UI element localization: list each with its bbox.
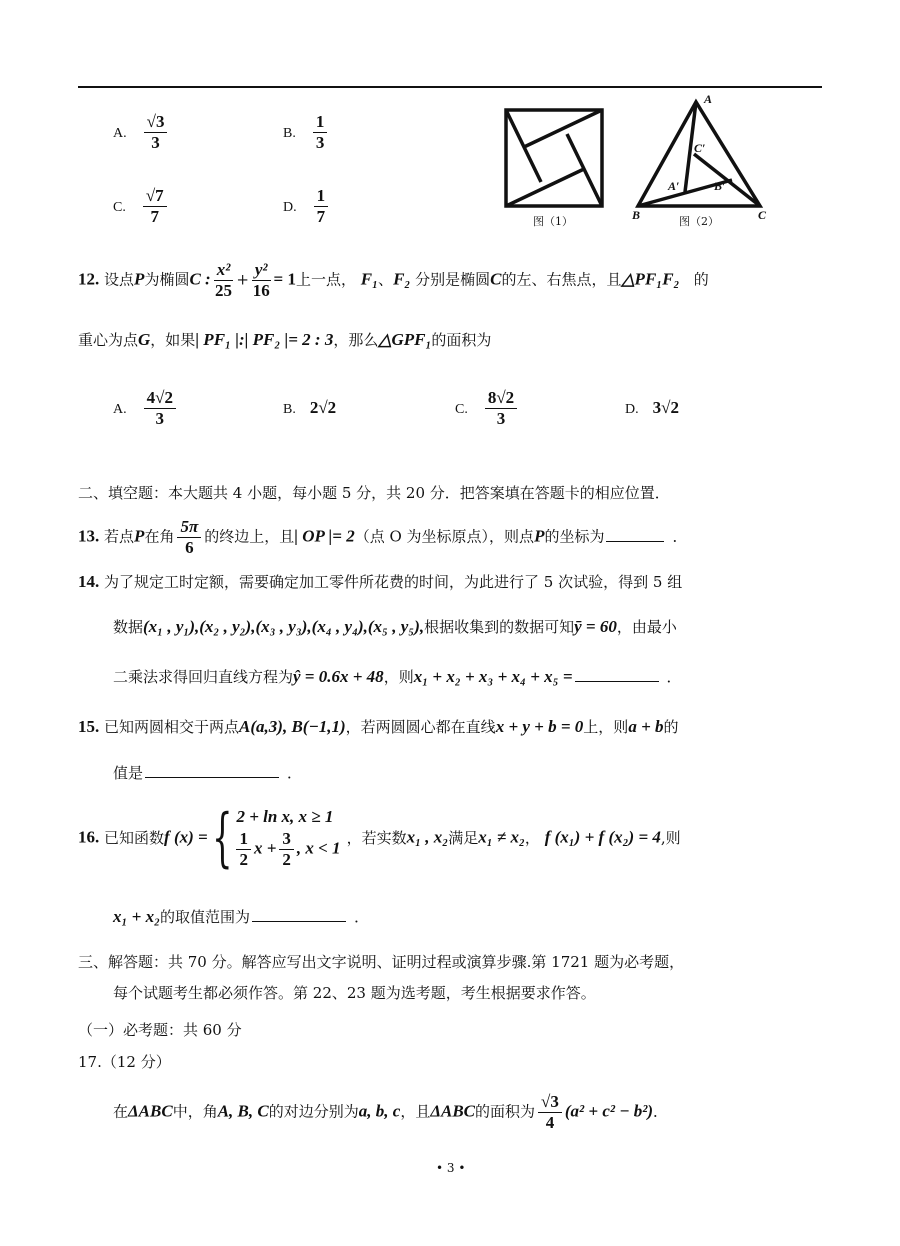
question-14-line-3: 二乘法求得回归直线方程为ŷ = 0.6x + 48，则x₁ + x₂ + x₃ + x₄ + x₅ = ． — [113, 667, 682, 686]
label-b-prime: B′ — [714, 179, 726, 193]
figure-1-square — [500, 104, 610, 214]
q11-option-d: D. $\frac{1}{7}$ — [283, 186, 331, 227]
question-13: 13. 若点P在角 $\frac{5\pi}{6}$ 的终边上，且| OP |= 2（点 O 为坐标原点），则点P的坐标为 ． — [78, 517, 688, 557]
q12-option-d: D. 3√2 — [625, 398, 679, 417]
label-b: B — [632, 208, 641, 222]
figure-2-triangle — [628, 92, 778, 222]
label-a-prime: A′ — [668, 179, 680, 193]
answer-blank-13[interactable] — [606, 527, 664, 542]
question-12-line-1: 12. 设点P为椭圆C : $\frac{\text{x²}}{25}$ + $\frac{\text{y²}}{16}$ = 1上一点， F₁、F₂ 分别是椭圆C的左、右焦点，且△PF₁F₂ 的 — [78, 260, 709, 300]
question-14-line-1: 14. 为了规定工时定额，需要确定加工零件所花费的时间，为此进行了 5 次试验，得到 5 组 — [78, 572, 683, 591]
question-17-heading: 17.（12 分） — [78, 1053, 171, 1071]
section-3-heading-line-2: 每个试题考生都必须作答。第 22、23 题为选考题，考生根据要求作答。 — [113, 984, 596, 1002]
question-14-line-2: 数据(x₁ , y₁),(x₂ , y₂),(x₃ , y₃),(x₄ , y₄),(x₅ , y₅),根据收集到的数据可知ȳ = 60，由最小 — [113, 617, 677, 636]
question-16-line-2: x₁ + x₂的取值范围为 ． — [113, 907, 370, 926]
question-15-line-2: 值是 ． — [113, 764, 303, 782]
question-17-text: 在ΔABC中，角A, B, C的对边分别为a, b, c，且ΔABC的面积为 $\frac{√3}{4}$ (a² + c² − b²)． — [113, 1092, 669, 1132]
page-number: • 3 • — [436, 1161, 466, 1175]
q12-option-c: C. $\frac{8√2}{3}$ — [455, 388, 520, 429]
figure-1-caption: 图（1） — [533, 215, 573, 228]
q11-option-c: C. $\frac{√7}{7}$ — [113, 186, 170, 227]
section-3-heading-line-1: 三、解答题：共 70 分。解答应写出文字说明、证明过程或演算步骤.第 1721 题为必考题， — [78, 953, 685, 971]
header-rule — [78, 86, 822, 88]
question-12-line-2: 重心为点G，如果| PF₁ |:| PF₂ |= 2 : 3，那么△GPF₁的面积为 — [78, 330, 492, 349]
required-questions-heading: （一）必考题：共 60 分 — [78, 1021, 242, 1039]
q12-option-b: B. 2√2 — [283, 398, 337, 417]
q11-option-b: B. $\frac{1}{3}$ — [283, 112, 330, 153]
question-15-line-1: 15. 已知两圆相交于两点A(a,3), B(−1,1)，若两圆圆心都在直线x + y + b = 0上，则a + b的 — [78, 717, 679, 736]
q11-option-a: A. $\frac{√3}{3}$ — [113, 112, 170, 153]
section-2-heading: 二、填空题：本大题共 4 小题，每小题 5 分，共 20 分．把答案填在答题卡的相应位置． — [78, 484, 670, 502]
piecewise-cases: 2 + ln x, x ≥ 1 $\frac{1}{2}$ x + $\frac{3}{2}$ , x < 1 — [236, 807, 341, 869]
left-brace: { — [211, 800, 233, 875]
figure-2-caption: 图（2） — [679, 215, 719, 228]
answer-blank-16[interactable] — [252, 907, 346, 922]
question-16-line-1: 16. 已知函数f (x) ={ 2 + ln x, x ≥ 1 $\frac{1}{2}$ x + $\frac{3}{2}$ , x < 1 ，若实数x₁ , x₂满足x₁ ≠ x₂， f (x₁) + f (x₂) = 4,则 — [78, 800, 681, 875]
q12-option-a: A. $\frac{4√2}{3}$ — [113, 388, 179, 429]
answer-blank-15[interactable] — [145, 763, 279, 778]
answer-blank-14[interactable] — [575, 667, 659, 682]
label-c: C — [758, 208, 767, 222]
label-a: A — [704, 92, 713, 106]
label-c-prime: C′ — [694, 141, 706, 155]
